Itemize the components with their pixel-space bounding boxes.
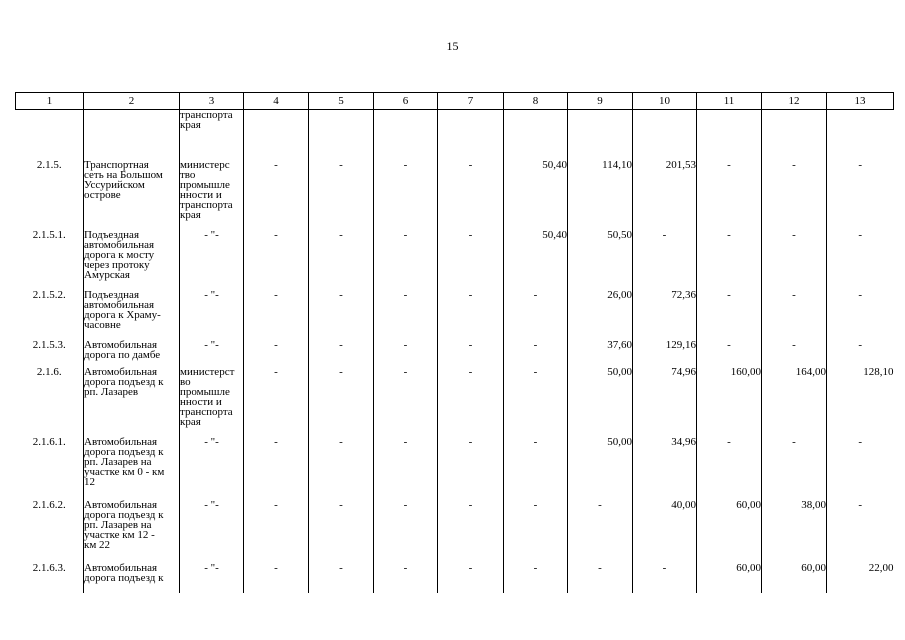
table-row [16, 160, 894, 230]
value-cell: 50,00 [568, 437, 633, 500]
value-cell: - [504, 290, 568, 340]
value-cell: - [504, 367, 568, 437]
value-cell: - [374, 437, 438, 500]
header-cell: 4 [244, 93, 309, 110]
table-row [16, 340, 894, 367]
code-cell: 2.1.5.1. [16, 230, 84, 290]
header-cell: 2 [84, 93, 180, 110]
value-cell: 22,00 [827, 563, 894, 593]
value-cell: - [244, 500, 309, 563]
value-cell: - [697, 437, 762, 500]
value-cell: - [827, 230, 894, 290]
value-cell: - [438, 500, 504, 563]
owner-cell: - "- [180, 290, 244, 340]
value-cell: - [697, 290, 762, 340]
value-cell: - [309, 500, 374, 563]
value-cell: - [244, 290, 309, 340]
value-cell: - [438, 290, 504, 340]
header-cell: 13 [827, 93, 894, 110]
value-cell: - [438, 437, 504, 500]
value-cell: - [244, 340, 309, 367]
page-number: 15 [446, 39, 459, 53]
header-cell: 12 [762, 93, 827, 110]
value-cell: - [374, 340, 438, 367]
header-cell: 8 [504, 93, 568, 110]
value-cell: 129,16 [633, 340, 697, 367]
value-cell: 114,10 [568, 160, 633, 230]
table-row [16, 367, 894, 437]
value-cell: - [633, 563, 697, 593]
value-cell: 128,10 [827, 367, 894, 437]
value-cell: - [633, 230, 697, 290]
value-cell: - [374, 290, 438, 340]
value-cell: - [827, 340, 894, 367]
value-cell: - [374, 563, 438, 593]
table-row [16, 500, 894, 563]
value-cell: - [374, 230, 438, 290]
code-cell: 2.1.6. [16, 367, 84, 437]
value-cell: 201,53 [633, 160, 697, 230]
value-cell: - [697, 340, 762, 367]
code-cell: 2.1.6.2. [16, 500, 84, 563]
owner-cell: - "- [180, 437, 244, 500]
value-cell: - [504, 340, 568, 367]
object-name-cell: Автомобильная дорога по дамбе [84, 340, 180, 367]
value-cell: - [438, 367, 504, 437]
value-cell: - [438, 563, 504, 593]
owner-cell: министерс тво промышле нности и транспорта края [180, 160, 244, 230]
value-cell: - [309, 160, 374, 230]
value-cell: 40,00 [633, 500, 697, 563]
value-cell: - [504, 563, 568, 593]
owner-cell: транспорта края [180, 110, 244, 161]
table-row [16, 563, 894, 593]
value-cell: - [827, 437, 894, 500]
owner-cell: - "- [180, 500, 244, 563]
value-cell: - [438, 160, 504, 230]
value-cell: 37,60 [568, 340, 633, 367]
value-cell: - [309, 290, 374, 340]
code-cell: 2.1.5.3. [16, 340, 84, 367]
value-cell: - [374, 367, 438, 437]
object-name-cell: Подъездная автомобильная дорога к мосту через протоку Амурская [84, 230, 180, 290]
value-cell: - [762, 160, 827, 230]
header-cell: 6 [374, 93, 438, 110]
value-cell: - [244, 367, 309, 437]
object-name-cell: Автомобильная дорога подъезд к рп. Лазарев [84, 367, 180, 437]
value-cell: - [504, 500, 568, 563]
value-cell: 60,00 [762, 563, 827, 593]
value-cell: - [438, 230, 504, 290]
table-row [16, 230, 894, 290]
code-cell: 2.1.5. [16, 160, 84, 230]
value-cell: - [697, 230, 762, 290]
investment-table [15, 92, 894, 593]
value-cell: - [309, 340, 374, 367]
value-cell: 50,40 [504, 230, 568, 290]
value-cell: - [762, 340, 827, 367]
value-cell: - [762, 437, 827, 500]
value-cell: - [762, 290, 827, 340]
header-cell: 5 [309, 93, 374, 110]
value-cell: - [244, 160, 309, 230]
value-cell: - [762, 230, 827, 290]
object-name-cell: Автомобильная дорога подъезд к рп. Лазарев на участке км 0 - км 12 [84, 437, 180, 500]
value-cell: - [309, 367, 374, 437]
value-cell: 160,00 [697, 367, 762, 437]
table-row [16, 290, 894, 340]
value-cell: - [568, 500, 633, 563]
value-cell: - [504, 437, 568, 500]
code-cell: 2.1.5.2. [16, 290, 84, 340]
value-cell: 50,00 [568, 367, 633, 437]
value-cell: - [568, 563, 633, 593]
value-cell: - [374, 500, 438, 563]
object-name-cell: Автомобильная дорога подъезд к рп. Лазарев на участке км 12 - км 22 [84, 500, 180, 563]
value-cell: - [438, 340, 504, 367]
value-cell: - [827, 160, 894, 230]
header-cell: 3 [180, 93, 244, 110]
object-name-cell: Автомобильная дорога подъезд к [84, 563, 180, 593]
value-cell: 26,00 [568, 290, 633, 340]
value-cell: 60,00 [697, 500, 762, 563]
object-name-cell: Подъездная автомобильная дорога к Храму- часовне [84, 290, 180, 340]
header-cell: 11 [697, 93, 762, 110]
value-cell: 72,36 [633, 290, 697, 340]
code-cell: 2.1.6.1. [16, 437, 84, 500]
value-cell: - [374, 160, 438, 230]
continuation-row [16, 110, 894, 161]
value-cell: 50,50 [568, 230, 633, 290]
header-cell: 10 [633, 93, 697, 110]
header-cell: 7 [438, 93, 504, 110]
owner-cell: - "- [180, 230, 244, 290]
value-cell: 74,96 [633, 367, 697, 437]
table-row [16, 437, 894, 500]
owner-cell: министерст во промышле нности и транспорта края [180, 367, 244, 437]
value-cell: 50,40 [504, 160, 568, 230]
value-cell: - [244, 230, 309, 290]
object-name-cell: Транспортная сеть на Большом Уссурийском острове [84, 160, 180, 230]
value-cell: 164,00 [762, 367, 827, 437]
owner-cell: - "- [180, 340, 244, 367]
header-row [16, 93, 894, 110]
value-cell: - [697, 160, 762, 230]
value-cell: - [244, 563, 309, 593]
value-cell: - [309, 437, 374, 500]
value-cell: - [244, 437, 309, 500]
owner-cell: - "- [180, 563, 244, 593]
value-cell: 38,00 [762, 500, 827, 563]
header-cell: 1 [16, 93, 84, 110]
value-cell: 60,00 [697, 563, 762, 593]
value-cell: 34,96 [633, 437, 697, 500]
value-cell: - [309, 230, 374, 290]
value-cell: - [827, 500, 894, 563]
value-cell: - [309, 563, 374, 593]
code-cell: 2.1.6.3. [16, 563, 84, 593]
value-cell: - [827, 290, 894, 340]
header-cell: 9 [568, 93, 633, 110]
